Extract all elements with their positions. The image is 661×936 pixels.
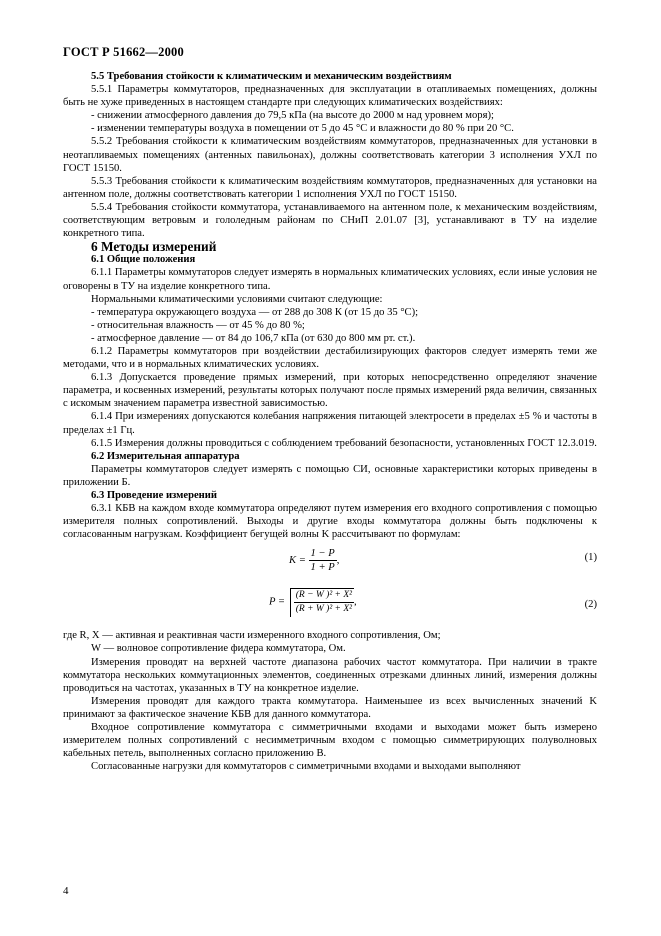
formula-1 [63, 541, 597, 581]
section-6-1-title: 6.1 Общие положения [91, 254, 196, 266]
formula-legend-1: где R, X — активная и реактивная части измеренного входного сопротивления, Ом; [63, 630, 441, 642]
formula-2-fraction [294, 589, 354, 616]
formula-2-lhs: P = [269, 596, 286, 608]
paragraph-6-1-4: 6.1.4 При измерениях допускаются колебания напряжения питающей электросети в пределах ±5 % и частоты в пределах ±1 Гц. [63, 411, 597, 436]
paragraph-6-3-1: 6.3.1 КБВ на каждом входе коммутатора определяют путем измерения его входного сопротивления с помощью измерителя полных сопротивлений. Выходы и другие входы коммутатора должны быть подключены к согласованным нагрузкам. Коэффициент бегущей волны K рассчитывают по формулам: [63, 503, 597, 541]
paragraph-5-5-1: 5.5.1 Параметры коммутаторов, предназначенных для эксплуатации в отапливаемых помещениях, должны быть не хуже приведенных в настоящем стандарте при следующих климатических воздействиях: [63, 84, 597, 109]
paragraph-measure-4: Согласованные нагрузки для коммутаторов с симметричными входами и выходами выполняют [91, 761, 521, 773]
formula-legend-2: W — волновое сопротивление фидера коммутатора, Ом. [91, 643, 346, 655]
paragraph-measure-1: Измерения проводят на верхней частоте диапазона рабочих частот коммутатора. При наличии в тракте коммутатора нескольких коммутационных элементов, соединенных отрезками длинных линий, измерения должны проводиться на частотах, указанных в ТУ на конкретное изделие. [63, 656, 597, 694]
paragraph-6-2: Параметры коммутаторов следует измерять с помощью СИ, основные характеристики которых приведены в приложении Б. [63, 463, 597, 488]
list-item: - относительная влажность — от 45 % до 80 %; [91, 319, 305, 331]
section-6-2-title: 6.2 Измерительная аппаратура [91, 450, 240, 462]
list-item: - снижении атмосферного давления до 79,5 кПа (на высоте до 2000 м над уровнем моря); [91, 110, 494, 122]
sqrt-sign-icon [290, 588, 354, 616]
formula-2-denominator: (R + W )² + X² [295, 604, 352, 615]
section-5-5-title: 5.5 Требования стойкости к климатическим и механическим воздействиям [91, 71, 452, 82]
formula-2-tail: , [353, 596, 357, 608]
document-body [63, 70, 597, 773]
formula-2-numerator: (R − W )² + X² [294, 589, 354, 603]
page-number: 4 [63, 885, 69, 897]
document-header: ГОСТ Р 51662—2000 [63, 45, 184, 59]
formula-1-fraction [309, 547, 337, 574]
paragraph-6-1-2: 6.1.2 Параметры коммутаторов при воздействии дестабилизирующих факторов следует измерять теми же методами, что и в нормальных климатических условиях. [63, 345, 597, 371]
paragraph-5-5-2: 5.5.2 Требования стойкости к климатическим воздействиям коммутаторов, предназначенных для установки в неотапливаемых помещениях (антенных павильонах), должны соответствовать категории 3 исполнения УХЛ по ГОСТ 15150. [63, 136, 597, 174]
formula-1-tail: , [336, 555, 340, 567]
formula-1-number: (1) [584, 552, 597, 564]
paragraph-5-5-3: 5.5.3 Требования стойкости к климатическим воздействиям коммутаторов, предназначенных для установки на антенном поле, должны соответствовать категории 1 исполнения УХЛ по ГОСТ 15150. [63, 175, 597, 200]
list-item: - атмосферное давление — от 84 до 106,7 кПа (от 630 до 800 мм рт. ст.). [91, 332, 416, 344]
section-6-title: 6 Методы измерений [91, 239, 217, 255]
paragraph-normal-conditions: Нормальными климатическими условиями считают следующие: [91, 293, 383, 305]
paragraph-6-1-5: 6.1.5 Измерения должны проводиться с соблюдением требований безопасности, установленных ГОСТ 12.3.019. [91, 437, 597, 449]
paragraph-6-1-3: 6.1.3 Допускается проведение прямых измерений, при которых непосредственно определяют значение параметра, и косвенных измерений, результаты которых получают после прямых измерений ряда величин, связанных с искомым значением параметра известной зависимостью. [63, 372, 597, 410]
section-6-3-title: 6.3 Проведение измерений [91, 490, 217, 501]
list-item: - температура окружающего воздуха — от 288 до 308 К (от 15 до 35 °С); [91, 306, 419, 318]
formula-2-number: (2) [584, 599, 597, 611]
formula-2 [63, 585, 597, 629]
formula-1-numerator: 1 − P [309, 547, 337, 561]
formula-1-denominator: 1 + P [310, 562, 335, 574]
paragraph-6-1-1: 6.1.1 Параметры коммутаторов следует измерять в нормальных климатических условиях, если иные условия не оговорены в ТУ на изделие конкретного типа. [63, 267, 597, 292]
paragraph-5-5-4: 5.5.4 Требования стойкости коммутатора, устанавливаемого на антенном поле, к механическим воздействиям, соответствующим ветровым и гололедным районам по СНиП 2.01.07 [3], устанавливают в ТУ на изделие конкретного типа. [63, 201, 597, 240]
paragraph-measure-2: Измерения проводят для каждого тракта коммутатора. Наименьшее из всех вычисленных значений K принимают за фактическое значение КБВ для данного коммутатора. [63, 695, 597, 720]
formula-1-lhs: K = [289, 555, 306, 567]
list-item: - изменении температуры воздуха в помещении от 5 до 45 °С и влажности до 80 % при 20 °С. [91, 123, 514, 135]
paragraph-measure-3: Входное сопротивление коммутатора с симметричными входами и выходами может быть измерено измерителем полных сопротивлений с несимметричным входом с помощью симметрирующих полуволновых кабельных петель, выполненных согласно приложению В. [63, 722, 597, 760]
